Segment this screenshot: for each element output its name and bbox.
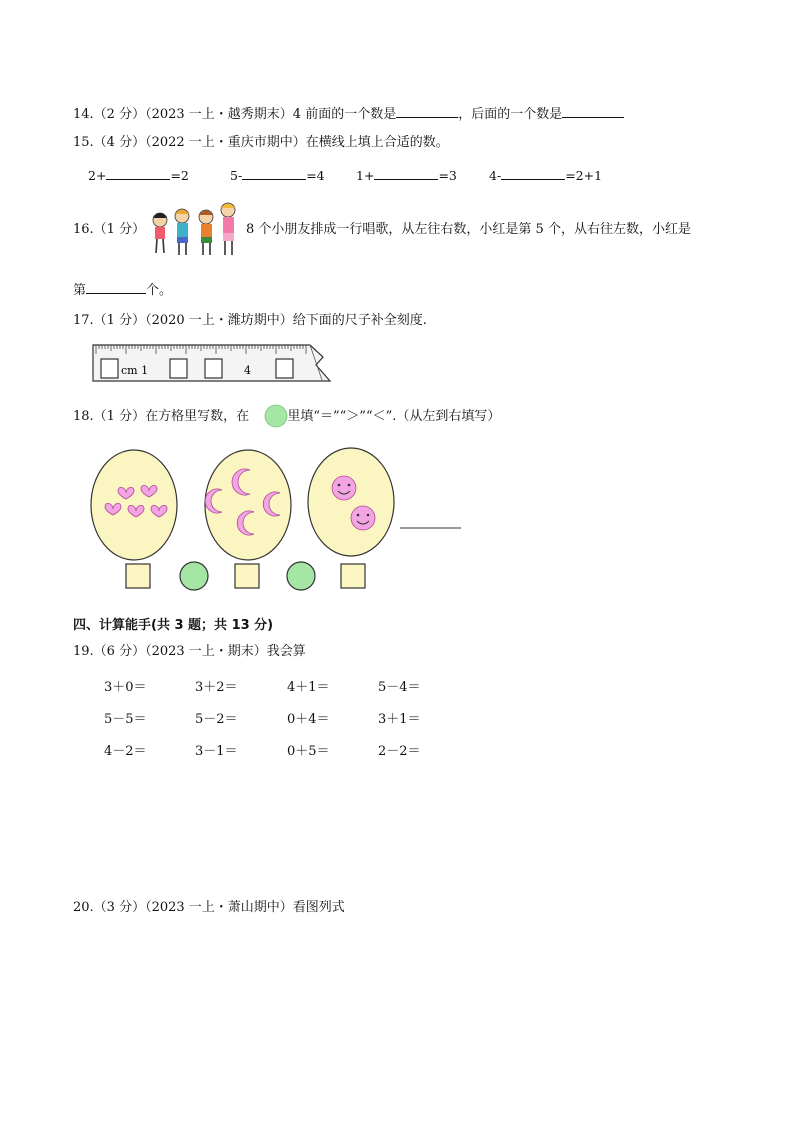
q18-box-3[interactable] [341,564,365,588]
q16-blank[interactable] [86,280,146,294]
q15-equation-4 [489,166,602,183]
q15-eq4-right: =2+1 [565,168,603,183]
smiley-icon [351,506,375,530]
calc-r3-c3: 0＋5＝ [287,744,330,759]
calc-r2-c4: 3＋1＝ [378,712,421,727]
oval-moons [205,450,291,560]
question-20: 20.（3 分）（2023 一上・萧山期中）看图列式 [73,900,345,915]
calc-r1-c1: 3＋0＝ [104,680,147,695]
q18-box-2[interactable] [235,564,259,588]
q15-eq4-blank[interactable] [501,166,565,180]
ruler-figure [92,340,334,386]
smiley-icon [332,476,356,500]
question-15: 15.（4 分）（2022 一上・重庆市期中）在横线上填上合适的数。 [73,135,449,150]
calc-r2-c3: 0＋4＝ [287,712,330,727]
ruler-box-3[interactable] [205,359,222,378]
green-circle-icon [264,404,288,428]
q15-eq3-left: 1+ [356,168,375,183]
calc-r1-c4: 5－4＝ [378,680,421,695]
calc-r1-c3: 4＋1＝ [287,680,330,695]
q15-equation-2 [230,166,325,183]
section-title: 四、计算能手(共 3 题；共 13 分) [73,618,274,633]
q18-suffix: 里填“＝”“＞”“＜”.（从左到右填写） [287,409,501,424]
calc-r2-c1: 5－5＝ [104,712,147,727]
calc-r3-c1: 4－2＝ [104,744,147,759]
q15-eq1-left: 2+ [88,168,107,183]
q16-prefix: 16.（1 分） [73,222,146,237]
q18-box-1[interactable] [126,564,150,588]
q18-prefix: 18.（1 分）在方格里写数，在 [73,409,250,424]
q14-blank-before[interactable] [396,104,458,118]
q16-line2-prefix: 第 [73,283,87,298]
ruler-box-1[interactable] [101,359,118,378]
calc-r1-c2: 3＋2＝ [195,680,238,695]
question-19: 19.（6 分）（2023 一上・期末）我会算 [73,644,306,659]
calc-r2-c2: 5－2＝ [195,712,238,727]
question-17: 17.（1 分）（2020 一上・潍坊期中）给下面的尺子补全刻度. [73,313,427,328]
calc-r3-c2: 3－1＝ [195,744,238,759]
q14-blank-after[interactable] [562,104,624,118]
q15-equation-1 [88,166,189,183]
q16-line2 [73,280,172,300]
q18-circle-2[interactable] [287,562,315,590]
q15-eq1-blank[interactable] [106,166,170,180]
ruler-box-2[interactable] [170,359,187,378]
ruler-label-4: 4 [244,364,251,377]
oval-faces [308,448,394,556]
q15-eq2-right: =4 [306,168,325,183]
q16-text: 8 个小朋友排成一行唱歌，从左往右数，小红是第 5 个，从右往左数，小红是 [246,222,691,237]
ruler-label-cm1: cm 1 [121,364,149,377]
comparison-figure [90,446,470,594]
question-14 [73,104,624,124]
q14-prefix: 14.（2 分）（2023 一上・越秀期末）4 前面的一个数是 [73,107,397,122]
q16-line2-suffix: 个。 [146,283,173,298]
q15-eq1-right: =2 [170,168,189,183]
q15-eq3-blank[interactable] [374,166,438,180]
q14-middle: ，后面的一个数是 [458,107,563,122]
children-illustration [148,200,240,258]
calc-r3-c4: 2－2＝ [378,744,421,759]
ruler-box-4[interactable] [276,359,293,378]
q15-equation-3 [356,166,457,183]
q18-circle-1[interactable] [180,562,208,590]
q15-eq4-left: 4- [489,168,502,183]
q15-eq2-blank[interactable] [242,166,306,180]
q15-eq3-right: =3 [438,168,457,183]
q15-eq2-left: 5- [230,168,243,183]
